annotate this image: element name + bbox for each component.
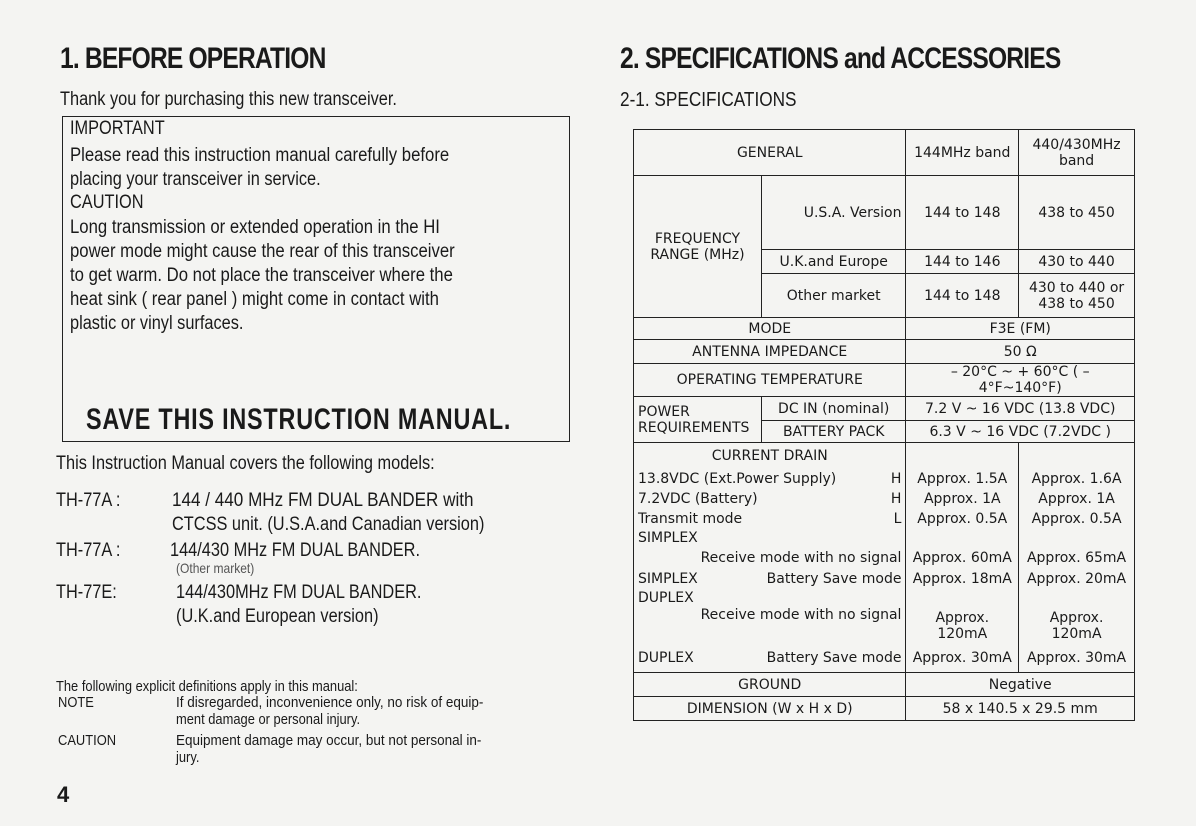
- model-desc: CTCSS unit. (U.S.A.and Canadian version): [172, 514, 485, 535]
- cell-simplex-2: SIMPLEX: [638, 570, 698, 587]
- important-title: IMPORTANT: [70, 118, 165, 139]
- cell-blank: [1019, 443, 1135, 469]
- cell-dup-batt-save-144: Approx. 30mA: [906, 645, 1019, 673]
- cell-dup-rx-440: Approx. 120mA: [1019, 607, 1135, 645]
- cell-dimension: DIMENSION (W x H x D): [634, 697, 906, 721]
- cell-ext-power: 13.8VDC (Ext.Power Supply): [638, 470, 837, 487]
- definition-text: jury.: [176, 749, 200, 766]
- cell-transmit-144: Approx. 0.5A: [906, 509, 1019, 529]
- cell-battery-v-144: Approx. 1A: [906, 489, 1019, 509]
- cell-transmit: Transmit mode: [638, 510, 743, 527]
- definition-term: NOTE: [58, 694, 94, 711]
- caution-line: Long transmission or extended operation in the HI: [70, 217, 440, 238]
- cell-ext-power-144: Approx. 1.5A: [906, 469, 1019, 489]
- cell-uk: U.K.and Europe: [761, 250, 906, 274]
- cell-other: Other market: [761, 274, 906, 318]
- cell-usa-144: 144 to 148: [906, 176, 1019, 250]
- model-desc: 144/430MHz FM DUAL BANDER.: [176, 582, 422, 603]
- model-label: TH-77A :: [56, 540, 121, 561]
- caution-line: heat sink ( rear panel ) might come in contact with: [70, 289, 439, 310]
- cell-usa-440: 438 to 450: [1019, 176, 1135, 250]
- section-heading-before-operation: 1. BEFORE OPERATION: [60, 42, 326, 75]
- cell-temperature-value: – 20°C ~ + 60°C ( – 4°F~140°F): [906, 364, 1135, 397]
- model-desc: 144 / 440 MHz FM DUAL BANDER with: [172, 490, 474, 511]
- cell-batt-save: Battery Save mode: [766, 570, 902, 587]
- cell-antenna: ANTENNA IMPEDANCE: [634, 340, 906, 364]
- cell-rx-no-signal-144: Approx. 60mA: [906, 547, 1019, 569]
- definitions-intro: The following explicit definitions apply in this manual:: [56, 678, 358, 695]
- definition-text: If disregarded, inconvenience only, no risk of equip-: [176, 694, 484, 711]
- caution-line: power mode might cause the rear of this transceiver: [70, 241, 455, 262]
- cell-dup-rx-144: Approx. 120mA: [906, 607, 1019, 645]
- cell-antenna-value: 50 Ω: [906, 340, 1135, 364]
- cell-batt-save-144: Approx. 18mA: [906, 569, 1019, 589]
- cell-rx-no-signal: Receive mode with no signal: [634, 547, 906, 569]
- model-desc: (U.K.and European version): [176, 606, 379, 627]
- important-text: Please read this instruction manual carefully before: [70, 145, 450, 166]
- cell-general: GENERAL: [634, 130, 906, 176]
- cell-ground: GROUND: [634, 673, 906, 697]
- page-number: 4: [57, 782, 70, 807]
- important-text-2: placing your transceiver in service.: [70, 169, 321, 190]
- cell-blank: [1019, 529, 1135, 547]
- cell-dup-batt-save: Battery Save mode: [766, 650, 902, 667]
- cell-blank: [906, 443, 1019, 469]
- cell-frequency-range: FREQUENCY RANGE (MHz): [634, 176, 762, 318]
- cell-band-440: 440/430MHz band: [1019, 130, 1135, 176]
- cell-blank: [906, 529, 1019, 547]
- definition-term: CAUTION: [58, 732, 117, 749]
- cell-batt-save-440: Approx. 20mA: [1019, 569, 1135, 589]
- cell-battery-pack: BATTERY PACK: [761, 421, 906, 443]
- cell-battery-pack-value: 6.3 V ~ 16 VDC (7.2VDC ): [906, 421, 1135, 443]
- cell-mode: MODE: [634, 318, 906, 340]
- definition-text: Equipment damage may occur, but not personal in-: [176, 732, 482, 749]
- model-desc: (Other market): [176, 560, 255, 576]
- caution-line: to get warm. Do not place the transceiver where the: [70, 265, 453, 286]
- model-desc: 144/430 MHz FM DUAL BANDER.: [170, 540, 421, 561]
- section-heading-specifications: 2. SPECIFICATIONS and ACCESSORIES: [620, 42, 1061, 75]
- cell-battery-v-mode: H: [890, 490, 902, 507]
- cell-dup-batt-save-440: Approx. 30mA: [1019, 645, 1135, 673]
- cell-dup-rx: Receive mode with no signal: [634, 607, 906, 645]
- cell-duplex: DUPLEX: [634, 589, 906, 607]
- cell-ground-value: Negative: [906, 673, 1135, 697]
- cell-rx-no-signal-440: Approx. 65mA: [1019, 547, 1135, 569]
- model-label: TH-77A :: [56, 490, 121, 511]
- cell-usa: U.S.A. Version: [761, 176, 906, 250]
- cell-battery-v: 7.2VDC (Battery): [638, 490, 758, 507]
- caution-line: plastic or vinyl surfaces.: [70, 313, 244, 334]
- cell-simplex: SIMPLEX: [634, 529, 906, 547]
- cell-dc-in: DC IN (nominal): [761, 397, 906, 421]
- cell-battery-v-440: Approx. 1A: [1019, 489, 1135, 509]
- cell-other-144: 144 to 148: [906, 274, 1019, 318]
- cell-transmit-mode: L: [893, 510, 902, 527]
- cell-blank: [906, 589, 1019, 607]
- cell-dimension-value: 58 x 140.5 x 29.5 mm: [906, 697, 1135, 721]
- cell-transmit-440: Approx. 0.5A: [1019, 509, 1135, 529]
- thanks-text: Thank you for purchasing this new transceiver.: [60, 89, 397, 110]
- cell-duplex-2: DUPLEX: [638, 650, 694, 667]
- cell-other-440: 430 to 440 or 438 to 450: [1019, 274, 1135, 318]
- specifications-table: [633, 129, 1135, 721]
- cell-uk-440: 430 to 440: [1019, 250, 1135, 274]
- save-manual-notice: SAVE THIS INSTRUCTION MANUAL.: [86, 403, 512, 436]
- cell-band-144: 144MHz band: [906, 130, 1019, 176]
- subheading-specifications: 2-1. SPECIFICATIONS: [620, 89, 797, 111]
- cell-power: POWER REQUIREMENTS: [634, 397, 762, 443]
- cell-blank: [1019, 589, 1135, 607]
- cell-ext-power-mode: H: [890, 470, 902, 487]
- cell-temperature: OPERATING TEMPERATURE: [634, 364, 906, 397]
- covers-text: This Instruction Manual covers the following models:: [56, 453, 435, 474]
- cell-mode-value: F3E (FM): [906, 318, 1135, 340]
- definition-text: ment damage or personal injury.: [176, 711, 361, 728]
- cell-uk-144: 144 to 146: [906, 250, 1019, 274]
- cell-current-drain: CURRENT DRAIN: [634, 443, 906, 469]
- cell-dc-in-value: 7.2 V ~ 16 VDC (13.8 VDC): [906, 397, 1135, 421]
- cell-ext-power-440: Approx. 1.6A: [1019, 469, 1135, 489]
- caution-title: CAUTION: [70, 192, 144, 213]
- model-label: TH-77E:: [56, 582, 117, 603]
